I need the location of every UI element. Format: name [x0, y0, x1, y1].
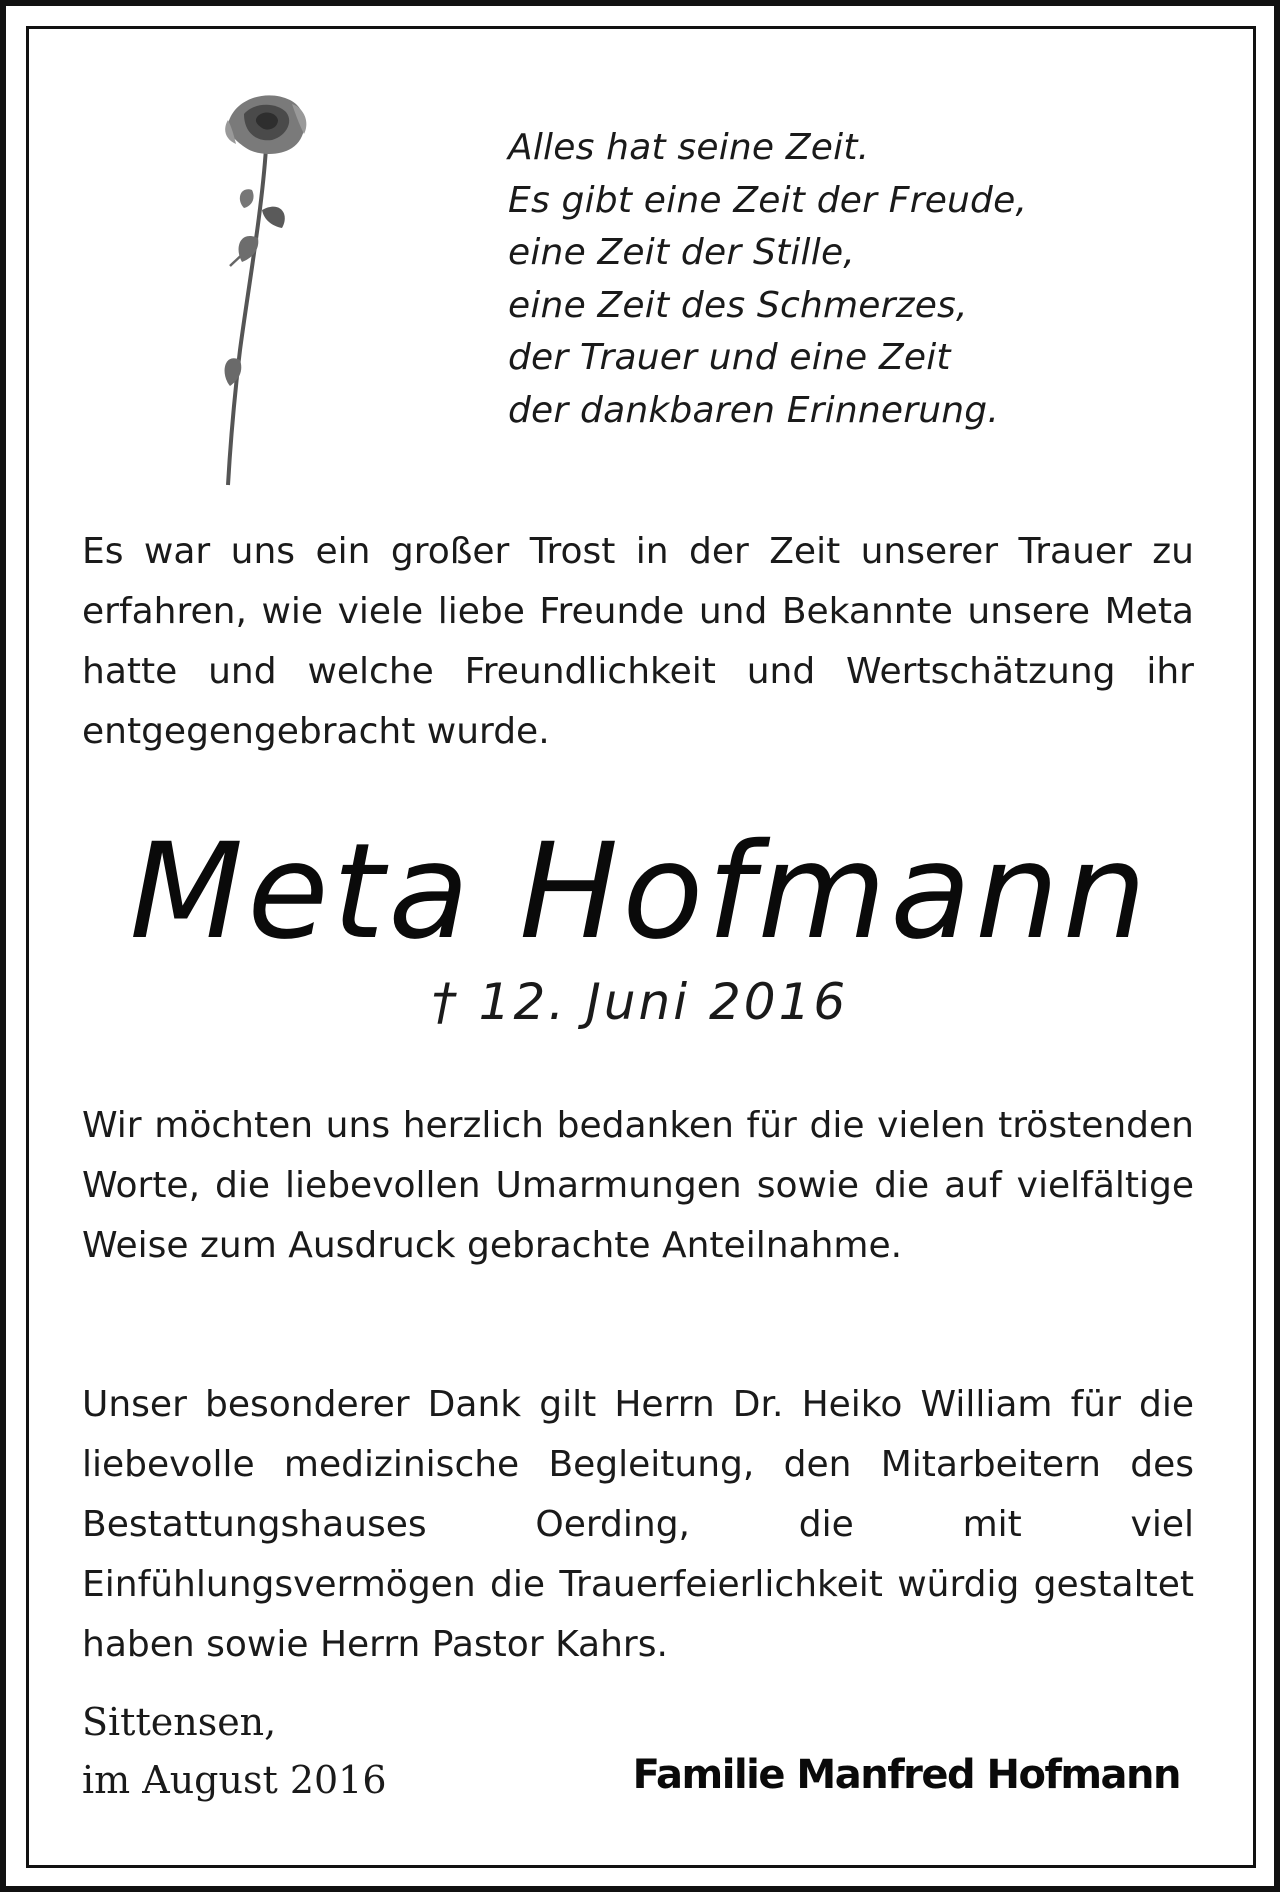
place-date	[82, 1693, 542, 1809]
poem-line: eine Zeit der Stille,	[508, 232, 855, 273]
thanks-paragraph: Wir möchten uns herzlich bedanken für die vielen tröstenden Worte, die liebevollen Umarmungen sowie die auf vielfältige Weise zum Ausdruck gebrachte Anteilnahme.	[82, 1105, 1194, 1266]
death-date: † 12. Juni 2016	[431, 973, 849, 1031]
special-thanks-paragraph: Unser besonderer Dank gilt Herrn Dr. Heiko William für die liebevolle medizinische Begleitung, den Mitarbeitern des Bestattungshauses Oerding, die mit viel Einfühlungsvermögen die Trauerfeierlichkeit würdig gestaltet haben sowie Herrn Pastor Kahrs.	[82, 1384, 1194, 1665]
rose-icon	[200, 90, 340, 490]
place: Sittensen,	[82, 1700, 277, 1744]
intro-paragraph: Es war uns ein großer Trost in der Zeit unserer Trauer zu erfahren, wie viele liebe Freunde und Bekannte unsere Meta hatte und welche Freundlichkeit und Wertschätzung ihr entgegengebracht wurde.	[82, 531, 1194, 752]
poem-line: eine Zeit des Schmerzes,	[508, 284, 968, 326]
deceased-name: Meta Hofmann	[129, 815, 1151, 969]
poem-line: der Trauer und eine Zeit	[508, 337, 951, 378]
poem-line: Es gibt eine Zeit der Freude,	[508, 179, 1028, 221]
poem-line: der dankbaren Erinnerung.	[508, 389, 999, 431]
poem-line: Alles hat seine Zeit.	[508, 127, 870, 168]
poem	[508, 122, 1148, 437]
notice-date: im August 2016	[82, 1758, 387, 1802]
signature: Familie Manfred Hofmann	[632, 1752, 1180, 1798]
